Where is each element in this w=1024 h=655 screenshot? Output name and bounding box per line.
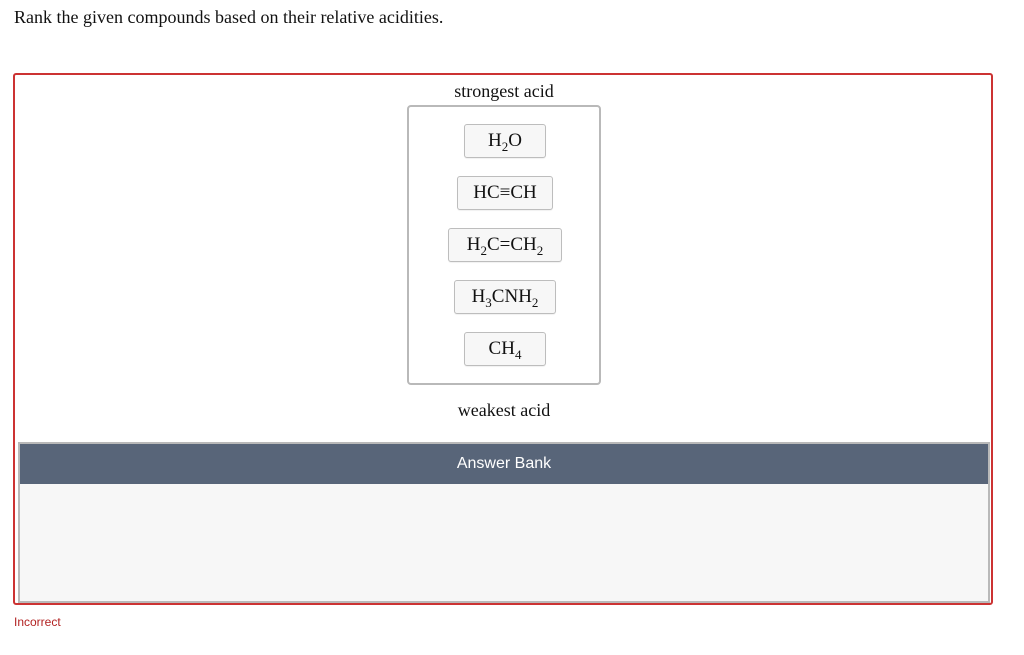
ranking-drop-zone[interactable] [407, 105, 601, 385]
weakest-acid-label: weakest acid [457, 400, 551, 420]
question-text: Rank the given compounds based on their relative acidities. [14, 7, 444, 27]
status-incorrect: Incorrect [14, 615, 61, 629]
compound-chip-methane[interactable]: $CH_4$ [464, 332, 546, 366]
answer-bank-area[interactable] [20, 484, 988, 601]
compound-chip-acetylene[interactable]: HC≡CH [457, 176, 553, 210]
compound-chip-methylamine[interactable]: $H_3CNH_2$ [454, 280, 556, 314]
strongest-acid-label: strongest acid [454, 81, 554, 101]
answer-bank[interactable] [18, 442, 990, 603]
compound-chip-ethylene[interactable]: $H_2C=CH_2$ [448, 228, 562, 262]
answer-bank-header: Answer Bank [20, 444, 988, 484]
compound-chip-water[interactable]: $H_2O$ [464, 124, 546, 158]
